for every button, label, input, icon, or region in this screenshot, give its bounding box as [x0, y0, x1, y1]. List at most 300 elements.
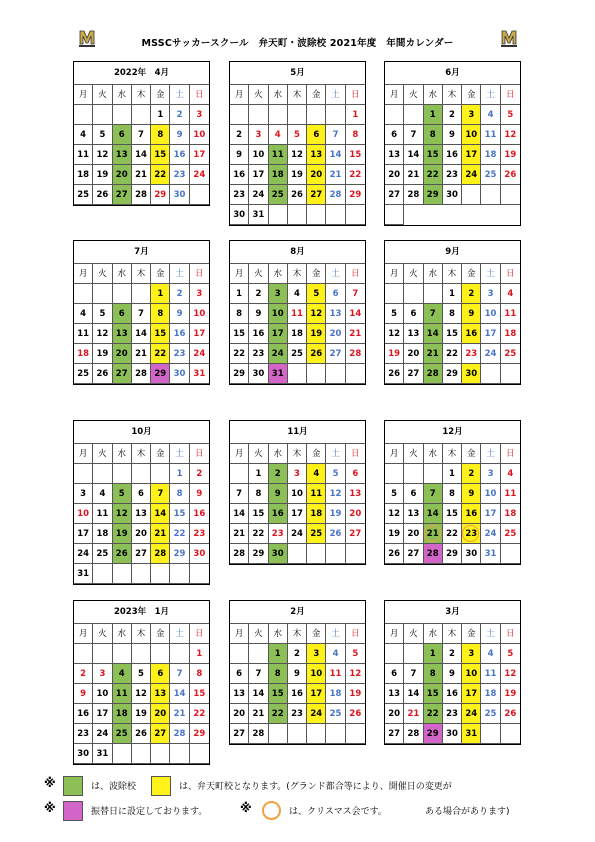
day-cell: 9 — [462, 304, 481, 324]
day-cell: 31 — [93, 744, 112, 764]
weekday-header: 日 — [346, 444, 365, 464]
day-cell: 4 — [501, 464, 520, 484]
weekday-header: 水 — [269, 444, 288, 464]
day-cell: 25 — [269, 185, 288, 205]
day-cell: 1 — [151, 105, 170, 125]
month-title: 3月 — [385, 601, 520, 624]
empty-cell — [93, 105, 112, 125]
day-cell: 1 — [424, 105, 443, 125]
day-cell: 17 — [481, 504, 500, 524]
day-cell: 8 — [424, 664, 443, 684]
weekday-header: 火 — [93, 85, 112, 105]
empty-cell — [113, 105, 132, 125]
day-cell: 30 — [443, 724, 462, 744]
empty-cell — [93, 564, 112, 584]
empty-cell — [307, 205, 326, 225]
day-cell: 21 — [326, 165, 345, 185]
day-cell: 4 — [269, 125, 288, 145]
day-cell: 24 — [481, 344, 500, 364]
day-cell: 12 — [385, 324, 404, 344]
day-cell: 23 — [462, 524, 481, 544]
day-cell: 18 — [288, 324, 307, 344]
day-cell: 25 — [74, 185, 93, 205]
day-cell: 10 — [307, 664, 326, 684]
day-cell: 10 — [269, 304, 288, 324]
day-cell: 25 — [326, 704, 345, 724]
day-cell: 25 — [93, 544, 112, 564]
weekday-header: 火 — [249, 624, 268, 644]
empty-cell — [170, 744, 189, 764]
day-cell: 9 — [443, 125, 462, 145]
day-cell: 24 — [190, 344, 209, 364]
day-cell: 30 — [190, 544, 209, 564]
empty-cell — [269, 724, 288, 744]
day-cell: 5 — [501, 644, 520, 664]
weekday-header: 土 — [326, 85, 345, 105]
day-cell: 1 — [190, 644, 209, 664]
day-cell: 23 — [170, 344, 189, 364]
day-cell: 16 — [190, 504, 209, 524]
day-cell: 20 — [307, 165, 326, 185]
empty-cell — [249, 644, 268, 664]
weekday-header: 土 — [170, 85, 189, 105]
day-cell: 13 — [230, 684, 249, 704]
weekday-header: 月 — [385, 85, 404, 105]
day-cell: 5 — [385, 484, 404, 504]
day-cell: 20 — [151, 704, 170, 724]
day-cell: 14 — [326, 145, 345, 165]
day-cell: 4 — [481, 644, 500, 664]
month-calendar — [229, 240, 366, 385]
day-cell: 5 — [113, 484, 132, 504]
day-cell: 13 — [113, 324, 132, 344]
empty-cell — [170, 644, 189, 664]
day-cell: 3 — [288, 464, 307, 484]
weekday-header: 日 — [190, 264, 209, 284]
day-cell: 12 — [501, 125, 520, 145]
day-cell: 29 — [424, 724, 443, 744]
day-cell: 13 — [346, 484, 365, 504]
day-cell: 26 — [385, 364, 404, 384]
day-cell: 15 — [151, 324, 170, 344]
month-title: 7月 — [74, 241, 209, 264]
weekday-header: 火 — [249, 85, 268, 105]
empty-cell — [230, 105, 249, 125]
day-cell: 24 — [288, 524, 307, 544]
day-cell: 19 — [93, 344, 112, 364]
weekday-header: 土 — [326, 444, 345, 464]
day-cell: 8 — [190, 664, 209, 684]
day-cell: 28 — [132, 185, 151, 205]
weekday-header: 土 — [326, 264, 345, 284]
weekday-header: 金 — [307, 444, 326, 464]
day-cell: 11 — [481, 125, 500, 145]
legend-pink-swatch — [63, 801, 83, 821]
day-cell: 10 — [288, 484, 307, 504]
weekday-header: 火 — [404, 624, 423, 644]
day-cell: 15 — [151, 145, 170, 165]
day-cell: 8 — [230, 304, 249, 324]
day-cell: 6 — [346, 464, 365, 484]
day-cell: 17 — [462, 145, 481, 165]
day-cell: 24 — [190, 165, 209, 185]
empty-cell — [113, 564, 132, 584]
legend-yellow-label: は、弁天町校となります。(グランド都合等により、開催日の変更が — [179, 782, 452, 792]
day-cell: 9 — [462, 484, 481, 504]
day-cell: 2 — [462, 464, 481, 484]
day-cell: 20 — [230, 704, 249, 724]
legend-xmas-label: は、クリスマス会です。 — [289, 807, 387, 817]
day-cell: 27 — [385, 724, 404, 744]
day-cell: 23 — [462, 344, 481, 364]
empty-cell — [288, 364, 307, 384]
day-cell: 12 — [326, 484, 345, 504]
weekday-header: 火 — [249, 444, 268, 464]
weekday-header: 火 — [404, 444, 423, 464]
day-cell: 10 — [481, 304, 500, 324]
day-cell: 20 — [404, 344, 423, 364]
empty-cell — [269, 205, 288, 225]
day-cell: 6 — [385, 125, 404, 145]
day-cell: 4 — [113, 664, 132, 684]
day-cell: 9 — [74, 684, 93, 704]
empty-cell — [132, 105, 151, 125]
day-cell: 11 — [74, 324, 93, 344]
empty-cell — [462, 185, 481, 205]
month-calendar — [384, 420, 521, 565]
empty-cell — [346, 724, 365, 744]
day-cell: 6 — [132, 484, 151, 504]
empty-cell — [190, 744, 209, 764]
empty-cell — [288, 105, 307, 125]
day-cell: 20 — [113, 344, 132, 364]
day-cell: 16 — [249, 324, 268, 344]
day-cell: 29 — [151, 364, 170, 384]
day-cell: 2 — [230, 125, 249, 145]
day-cell: 2 — [170, 284, 189, 304]
day-cell: 11 — [501, 304, 520, 324]
empty-cell — [151, 644, 170, 664]
weekday-header: 金 — [307, 85, 326, 105]
day-cell: 7 — [404, 125, 423, 145]
day-cell: 13 — [385, 145, 404, 165]
day-cell: 22 — [249, 524, 268, 544]
empty-cell — [132, 644, 151, 664]
day-cell: 19 — [385, 344, 404, 364]
day-cell: 1 — [424, 644, 443, 664]
day-cell: 12 — [346, 664, 365, 684]
weekday-header: 木 — [288, 624, 307, 644]
day-cell: 29 — [443, 364, 462, 384]
day-cell: 13 — [113, 145, 132, 165]
month-title: 9月 — [385, 241, 520, 264]
empty-cell — [151, 564, 170, 584]
day-cell: 22 — [443, 344, 462, 364]
day-cell: 23 — [170, 165, 189, 185]
day-cell: 7 — [230, 484, 249, 504]
day-cell: 25 — [307, 524, 326, 544]
day-cell: 27 — [113, 364, 132, 384]
empty-cell — [132, 284, 151, 304]
weekday-header: 月 — [230, 85, 249, 105]
day-cell: 24 — [74, 544, 93, 564]
month-calendar — [229, 600, 366, 745]
day-cell: 27 — [113, 185, 132, 205]
weekday-header: 木 — [132, 85, 151, 105]
day-cell: 19 — [288, 165, 307, 185]
day-cell: 10 — [190, 304, 209, 324]
day-cell: 20 — [132, 524, 151, 544]
empty-cell — [404, 644, 423, 664]
day-cell: 15 — [443, 324, 462, 344]
day-cell: 31 — [481, 544, 500, 564]
day-cell: 22 — [443, 524, 462, 544]
day-cell: 15 — [170, 504, 189, 524]
empty-cell — [307, 544, 326, 564]
day-cell: 18 — [269, 165, 288, 185]
note-mark: ※ — [240, 801, 252, 815]
day-cell: 4 — [74, 125, 93, 145]
day-cell: 2 — [443, 644, 462, 664]
day-cell: 30 — [443, 185, 462, 205]
day-cell: 28 — [249, 724, 268, 744]
day-cell: 30 — [462, 364, 481, 384]
weekday-header: 金 — [462, 624, 481, 644]
day-cell: 16 — [443, 684, 462, 704]
day-cell: 10 — [462, 664, 481, 684]
day-cell: 2 — [462, 284, 481, 304]
legend-green-label: は、波除校 — [91, 782, 137, 792]
empty-cell — [501, 544, 520, 564]
weekday-header: 水 — [113, 444, 132, 464]
day-cell: 27 — [307, 185, 326, 205]
month-calendar — [229, 61, 366, 226]
day-cell: 20 — [404, 524, 423, 544]
month-title: 2023年 1月 — [74, 601, 209, 624]
day-cell: 31 — [269, 364, 288, 384]
day-cell: 21 — [404, 165, 423, 185]
day-cell: 11 — [74, 145, 93, 165]
empty-cell — [346, 205, 365, 225]
day-cell: 9 — [249, 304, 268, 324]
day-cell: 4 — [501, 284, 520, 304]
day-cell: 3 — [481, 464, 500, 484]
day-cell: 11 — [307, 484, 326, 504]
empty-cell — [151, 464, 170, 484]
weekday-header: 水 — [269, 624, 288, 644]
day-cell: 1 — [230, 284, 249, 304]
weekday-header: 火 — [249, 264, 268, 284]
day-cell: 2 — [190, 464, 209, 484]
weekday-header: 月 — [74, 85, 93, 105]
empty-cell — [74, 644, 93, 664]
day-cell: 27 — [230, 724, 249, 744]
weekday-header: 月 — [385, 444, 404, 464]
day-cell: 28 — [230, 544, 249, 564]
day-cell: 17 — [307, 684, 326, 704]
day-cell: 22 — [230, 344, 249, 364]
day-cell: 24 — [249, 185, 268, 205]
day-cell: 17 — [190, 145, 209, 165]
day-cell: 7 — [424, 484, 443, 504]
weekday-header: 金 — [462, 444, 481, 464]
day-cell: 3 — [190, 105, 209, 125]
day-cell: 29 — [230, 364, 249, 384]
day-cell: 17 — [74, 524, 93, 544]
legend-yellow-swatch — [151, 776, 171, 796]
day-cell: 29 — [346, 185, 365, 205]
day-cell: 8 — [443, 304, 462, 324]
legend-green-swatch — [63, 776, 83, 796]
weekday-header: 日 — [346, 624, 365, 644]
empty-cell — [385, 464, 404, 484]
day-cell: 1 — [151, 284, 170, 304]
day-cell: 30 — [170, 364, 189, 384]
empty-cell — [404, 105, 423, 125]
day-cell: 19 — [501, 145, 520, 165]
empty-cell — [93, 464, 112, 484]
day-cell: 26 — [132, 724, 151, 744]
day-cell: 5 — [346, 644, 365, 664]
day-cell: 26 — [288, 185, 307, 205]
day-cell: 3 — [462, 105, 481, 125]
day-cell: 23 — [288, 704, 307, 724]
day-cell: 4 — [288, 284, 307, 304]
day-cell: 15 — [269, 684, 288, 704]
empty-cell — [326, 105, 345, 125]
legend-xmas-circle — [262, 801, 281, 820]
weekday-header: 日 — [190, 624, 209, 644]
day-cell: 12 — [113, 504, 132, 524]
day-cell: 7 — [404, 664, 423, 684]
weekday-header: 火 — [93, 264, 112, 284]
month-title: 12月 — [385, 421, 520, 444]
day-cell: 7 — [424, 304, 443, 324]
day-cell: 16 — [288, 684, 307, 704]
day-cell: 2 — [443, 105, 462, 125]
month-calendar — [384, 600, 521, 745]
day-cell: 22 — [151, 165, 170, 185]
weekday-header: 金 — [151, 264, 170, 284]
day-cell: 18 — [74, 165, 93, 185]
day-cell: 22 — [190, 704, 209, 724]
day-cell: 17 — [249, 165, 268, 185]
weekday-header: 月 — [230, 624, 249, 644]
weekday-header: 水 — [113, 264, 132, 284]
day-cell: 5 — [93, 304, 112, 324]
day-cell: 30 — [462, 544, 481, 564]
weekday-header: 日 — [501, 444, 520, 464]
day-cell: 16 — [74, 704, 93, 724]
empty-cell — [326, 724, 345, 744]
day-cell: 24 — [462, 165, 481, 185]
day-cell: 3 — [93, 664, 112, 684]
day-cell: 30 — [269, 544, 288, 564]
legend-pink-label: 振替日に設定しております。 — [91, 807, 208, 817]
weekday-header: 水 — [424, 85, 443, 105]
day-cell: 2 — [269, 464, 288, 484]
day-cell: 5 — [93, 125, 112, 145]
day-cell: 21 — [132, 344, 151, 364]
day-cell: 15 — [249, 504, 268, 524]
day-cell: 3 — [74, 484, 93, 504]
day-cell: 25 — [481, 704, 500, 724]
month-calendar — [384, 240, 521, 385]
weekday-header: 土 — [481, 85, 500, 105]
day-cell: 25 — [113, 724, 132, 744]
empty-cell — [481, 724, 500, 744]
page-title: MSSCサッカースクール 弁天町・波除校 2021年度 年間カレンダー — [141, 38, 454, 49]
day-cell: 15 — [424, 684, 443, 704]
day-cell: 14 — [151, 504, 170, 524]
day-cell: 18 — [113, 704, 132, 724]
month-calendar — [384, 61, 521, 226]
empty-cell — [385, 284, 404, 304]
day-cell: 3 — [307, 644, 326, 664]
empty-cell — [501, 364, 520, 384]
empty-cell — [269, 105, 288, 125]
day-cell: 5 — [288, 125, 307, 145]
empty-cell — [190, 564, 209, 584]
day-cell: 8 — [151, 304, 170, 324]
weekday-header: 土 — [481, 624, 500, 644]
day-cell: 19 — [501, 684, 520, 704]
day-cell: 21 — [424, 344, 443, 364]
empty-cell — [113, 284, 132, 304]
day-cell: 27 — [132, 544, 151, 564]
day-cell: 17 — [462, 684, 481, 704]
day-cell: 15 — [230, 324, 249, 344]
day-cell: 15 — [424, 145, 443, 165]
day-cell: 28 — [346, 344, 365, 364]
day-cell: 19 — [132, 704, 151, 724]
empty-cell — [481, 185, 500, 205]
day-cell: 29 — [170, 544, 189, 564]
weekday-header: 日 — [501, 85, 520, 105]
day-cell: 29 — [443, 544, 462, 564]
empty-cell — [249, 105, 268, 125]
day-cell: 8 — [424, 125, 443, 145]
day-cell: 26 — [326, 524, 345, 544]
day-cell: 1 — [269, 644, 288, 664]
day-cell: 20 — [346, 504, 365, 524]
day-cell: 1 — [249, 464, 268, 484]
day-cell: 18 — [501, 324, 520, 344]
empty-cell — [288, 544, 307, 564]
day-cell: 19 — [307, 324, 326, 344]
day-cell: 4 — [326, 644, 345, 664]
month-title: 2月 — [230, 601, 365, 624]
empty-cell — [113, 464, 132, 484]
day-cell: 31 — [462, 724, 481, 744]
day-cell: 14 — [404, 684, 423, 704]
day-cell: 8 — [346, 125, 365, 145]
day-cell: 22 — [346, 165, 365, 185]
day-cell: 6 — [307, 125, 326, 145]
day-cell: 26 — [501, 704, 520, 724]
day-cell: 11 — [288, 304, 307, 324]
day-cell: 3 — [481, 284, 500, 304]
day-cell: 19 — [326, 504, 345, 524]
day-cell: 28 — [404, 724, 423, 744]
day-cell: 10 — [249, 145, 268, 165]
weekday-header: 金 — [462, 85, 481, 105]
day-cell: 30 — [249, 364, 268, 384]
day-cell: 14 — [249, 684, 268, 704]
day-cell: 6 — [113, 304, 132, 324]
empty-cell — [230, 644, 249, 664]
day-cell: 13 — [151, 684, 170, 704]
